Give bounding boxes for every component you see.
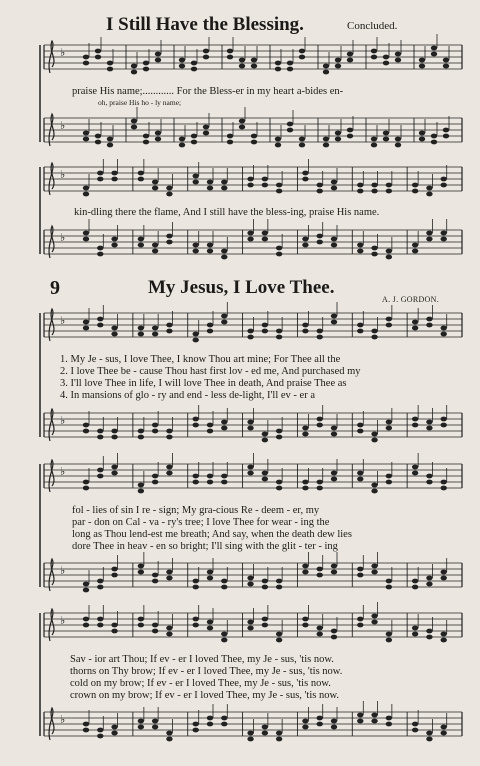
svg-text:♭: ♭ — [60, 46, 66, 59]
svg-text:♭: ♭ — [60, 564, 66, 577]
lyric-line: kin-dling there the flame, And I still have the bless-ing, praise His name. — [74, 207, 380, 218]
lyric-verse-2: thorns on Thy brow; If ev - er I loved Thee, my Je - sus, 'tis now. — [70, 666, 343, 677]
svg-text:♭: ♭ — [60, 231, 66, 244]
lyric-verse-3: 3. I'll love Thee in life, I will love Thee in death, And praise Thee as — [60, 378, 347, 389]
song-title-jesus: My Jesus, I Love Thee. — [148, 277, 335, 298]
lyric-verse-1: fol - lies of sin I re - sign; My gra-cious Re - deem - er, my — [72, 505, 320, 516]
svg-text:♭: ♭ — [60, 713, 66, 726]
lyric-verse-4: 4. In mansions of glo - ry and end - less de-light, I'll ev - er a — [60, 390, 315, 401]
svg-text:♭: ♭ — [60, 614, 66, 627]
lyric-verse-2: 2. I love Thee be - cause Thou hast first lov - ed me, And purchased my — [60, 366, 361, 377]
svg-text:♭: ♭ — [60, 465, 66, 478]
author-credit: A. J. GORDON. — [382, 295, 440, 304]
hymn-number: 9 — [50, 277, 60, 299]
lyric-line-alto: oh, praise His ho - ly name; — [98, 98, 182, 107]
lyric-verse-2: par - don on Cal - va - ry's tree; I love Thee for wear - ing the — [72, 517, 330, 528]
lyric-verse-3: long as Thou lend-est me breath; And say, when the death dew lies — [72, 529, 352, 540]
svg-text:♭: ♭ — [60, 314, 66, 327]
svg-text:♭: ♭ — [60, 414, 66, 427]
lyric-line: praise His name;............ For the Bless-er in my heart a-bides en- — [72, 86, 344, 97]
svg-text:♭: ♭ — [60, 119, 66, 132]
lyric-verse-1: 1. My Je - sus, I love Thee, I know Thou art mine; For Thee all the — [60, 354, 341, 365]
svg-text:♭: ♭ — [60, 168, 66, 181]
concluded-note: Concluded. — [347, 20, 398, 32]
song-title-blessing: I Still Have the Blessing. — [106, 14, 304, 35]
lyric-verse-4: dore Thee in heav - en so bright; I'll sing with the glit - ter - ing — [72, 541, 338, 552]
lyric-verse-1: Sav - ior art Thou; If ev - er I loved Thee, my Je - sus, 'tis now. — [70, 654, 334, 665]
lyric-verse-3: cold on my brow; If ev - er I loved Thee, my Je - sus, 'tis now. — [70, 678, 331, 689]
lyric-verse-4: crown on my brow; If ev - er I loved Thee, my Je - sus, 'tis now. — [70, 690, 340, 701]
